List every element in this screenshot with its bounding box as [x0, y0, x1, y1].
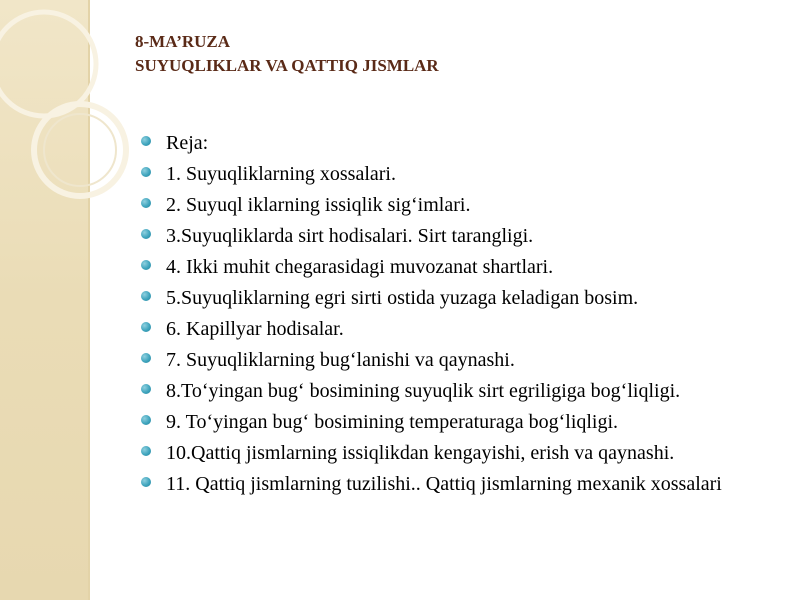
list-item-text: 7. Suyuqliklarning bug‘lanishi va qaynashi. — [166, 349, 515, 371]
list-item — [138, 379, 778, 404]
list-item-text: 3.Suyuqliklarda sirt hodisalari. Sirt tarangligi. — [166, 225, 534, 247]
list-item-text: 10.Qattiq jismlarning issiqlikdan kengayishi, erish va qaynashi. — [166, 442, 675, 464]
bullet-icon — [141, 384, 151, 394]
bullet-icon — [141, 260, 151, 270]
slide-title — [135, 30, 439, 78]
list-item — [138, 162, 778, 187]
bullet-icon — [141, 446, 151, 456]
list-item-text: 5.Suyuqliklarning egri sirti ostida yuzaga keladigan bosim. — [166, 287, 639, 309]
decorative-ring-medium — [34, 104, 126, 196]
decorative-ring-large — [0, 12, 96, 116]
bullet-icon — [141, 477, 151, 487]
list-item-text: 9. To‘yingan bug‘ bosimining temperaturaga bog‘liqligi. — [166, 411, 619, 433]
lecture-number: 8-MA’RUZA — [135, 32, 231, 51]
list-item — [138, 472, 778, 497]
list-item-text: 8.To‘yingan bug‘ bosimining suyuqlik sirt egriligiga bog‘liqligi. — [166, 380, 681, 402]
list-item-text: 2. Suyuql iklarning issiqlik sig‘imlari. — [166, 194, 471, 216]
decorative-circles — [0, 0, 140, 220]
list-item-text: 11. Qattiq jismlarning tuzilishi.. Qattiq jismlarning mexanik xossalari — [166, 473, 722, 495]
list-item — [138, 348, 778, 373]
outline-list — [138, 131, 778, 503]
list-item — [138, 224, 778, 249]
list-item — [138, 317, 778, 342]
list-item-text: 1. Suyuqliklarning xossalari. — [166, 163, 396, 185]
decorative-ring-small — [44, 114, 116, 186]
list-item — [138, 255, 778, 280]
bullet-icon — [141, 198, 151, 208]
list-item-text: 4. Ikki muhit chegarasidagi muvozanat shartlari. — [166, 256, 554, 278]
list-item — [138, 286, 778, 311]
bullet-icon — [141, 291, 151, 301]
list-item-text: Reja: — [166, 132, 209, 154]
bullet-icon — [141, 322, 151, 332]
list-item-text: 6. Kapillyar hodisalar. — [166, 318, 344, 340]
bullet-icon — [141, 415, 151, 425]
bullet-icon — [141, 136, 151, 146]
bullet-icon — [141, 167, 151, 177]
bullet-icon — [141, 229, 151, 239]
lecture-topic: SUYUQLIKLAR VA QATTIQ JISMLAR — [135, 56, 439, 75]
list-item — [138, 410, 778, 435]
list-item — [138, 441, 778, 466]
list-item — [138, 131, 778, 156]
bullet-icon — [141, 353, 151, 363]
list-item — [138, 193, 778, 218]
